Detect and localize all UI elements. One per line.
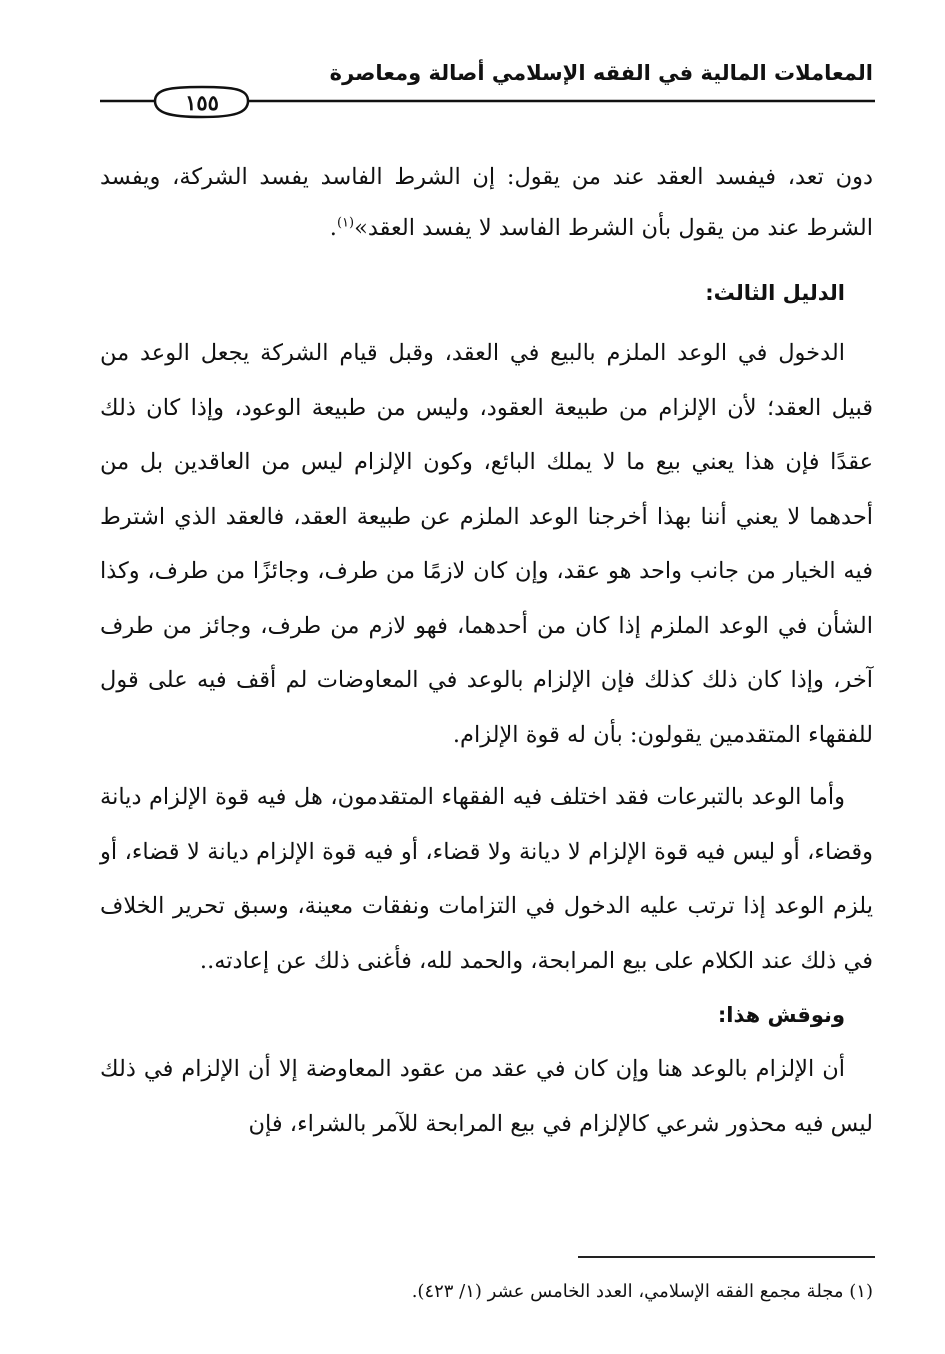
footnote-separator <box>578 1256 875 1258</box>
section-heading: ونوقش هذا: <box>717 1003 845 1027</box>
paragraph-text: دون تعد، فيفسد العقد عند من يقول: إن الشرط الفاسد يفسد الشركة، ويفسد الشرط عند من يقول بأن الشرط الفاسد لا يفسد العقد» <box>100 164 873 241</box>
paragraph <box>100 152 873 254</box>
running-header-title: المعاملات المالية في الفقه الإسلامي أصالة ومعاصرة <box>329 61 873 85</box>
main-text <box>100 152 873 1151</box>
paragraph: وأما الوعد بالتبرعات فقد اختلف فيه الفقهاء المتقدمون، هل فيه قوة الإلزام ديانة وقضاء، أو ليس فيه قوة الإلزام لا ديانة ولا قضاء، أو فيه قوة الإلزام ديانة لا قضاء، أو يلزم الوعد إذا ترتب عليه الدخول في التزامات ونفقات معينة، وسبق تحرير الخلاف في ذلك عند الكلام على بيع المرابحة، والحمد لله، فأغنى ذلك عن إعادته.. <box>100 784 873 974</box>
paragraph-end-mark: . <box>329 215 337 241</box>
section-heading: الدليل الثالث: <box>705 281 845 305</box>
footnote: (١) مجلة مجمع الفقه الإسلامي، العدد الخامس عشر (١/ ٤٢٣). <box>411 1281 873 1302</box>
paragraph: الدخول في الوعد الملزم بالبيع في العقد، وقبل قيام الشركة يجعل الوعد من قبيل العقد؛ لأن الإلزام من طبيعة العقود، وليس من طبيعة الوعود، وإذا كان ذلك عقدًا فإن هذا يعني بيع ما لا يملك البائع، وكون الإلزام ليس من العاقدين بل من أحدهما لا يعني أننا بهذا أخرجنا الوعد الملزم عن طبيعة العقد، فالعقد الذي اشترط فيه الخيار من جانب واحد هو عقد، وإن كان لازمًا من طرف، وجائزًا من طرف، وكذا الشأن في الوعد الملزم إذا كان من أحدهما، فهو لازم من طرف، وجائز من طرف آخر، وإذا كان ذلك كذلك فإن الإلزام بالوعد في المعاوضات لم أقف فيه على قول للفقهاء المتقدمين يقولون: بأن له قوة الإلزام. <box>100 340 873 748</box>
page-number: ١٥٥ <box>185 90 219 115</box>
paragraph: أن الإلزام بالوعد هنا وإن كان في عقد من عقود المعاوضة إلا أن الإلزام في ذلك ليس فيه محذور شرعي كالإلزام في بيع المرابحة للآمر بالشراء، فإن <box>100 1056 873 1137</box>
footnote-reference: (١) <box>336 215 355 231</box>
